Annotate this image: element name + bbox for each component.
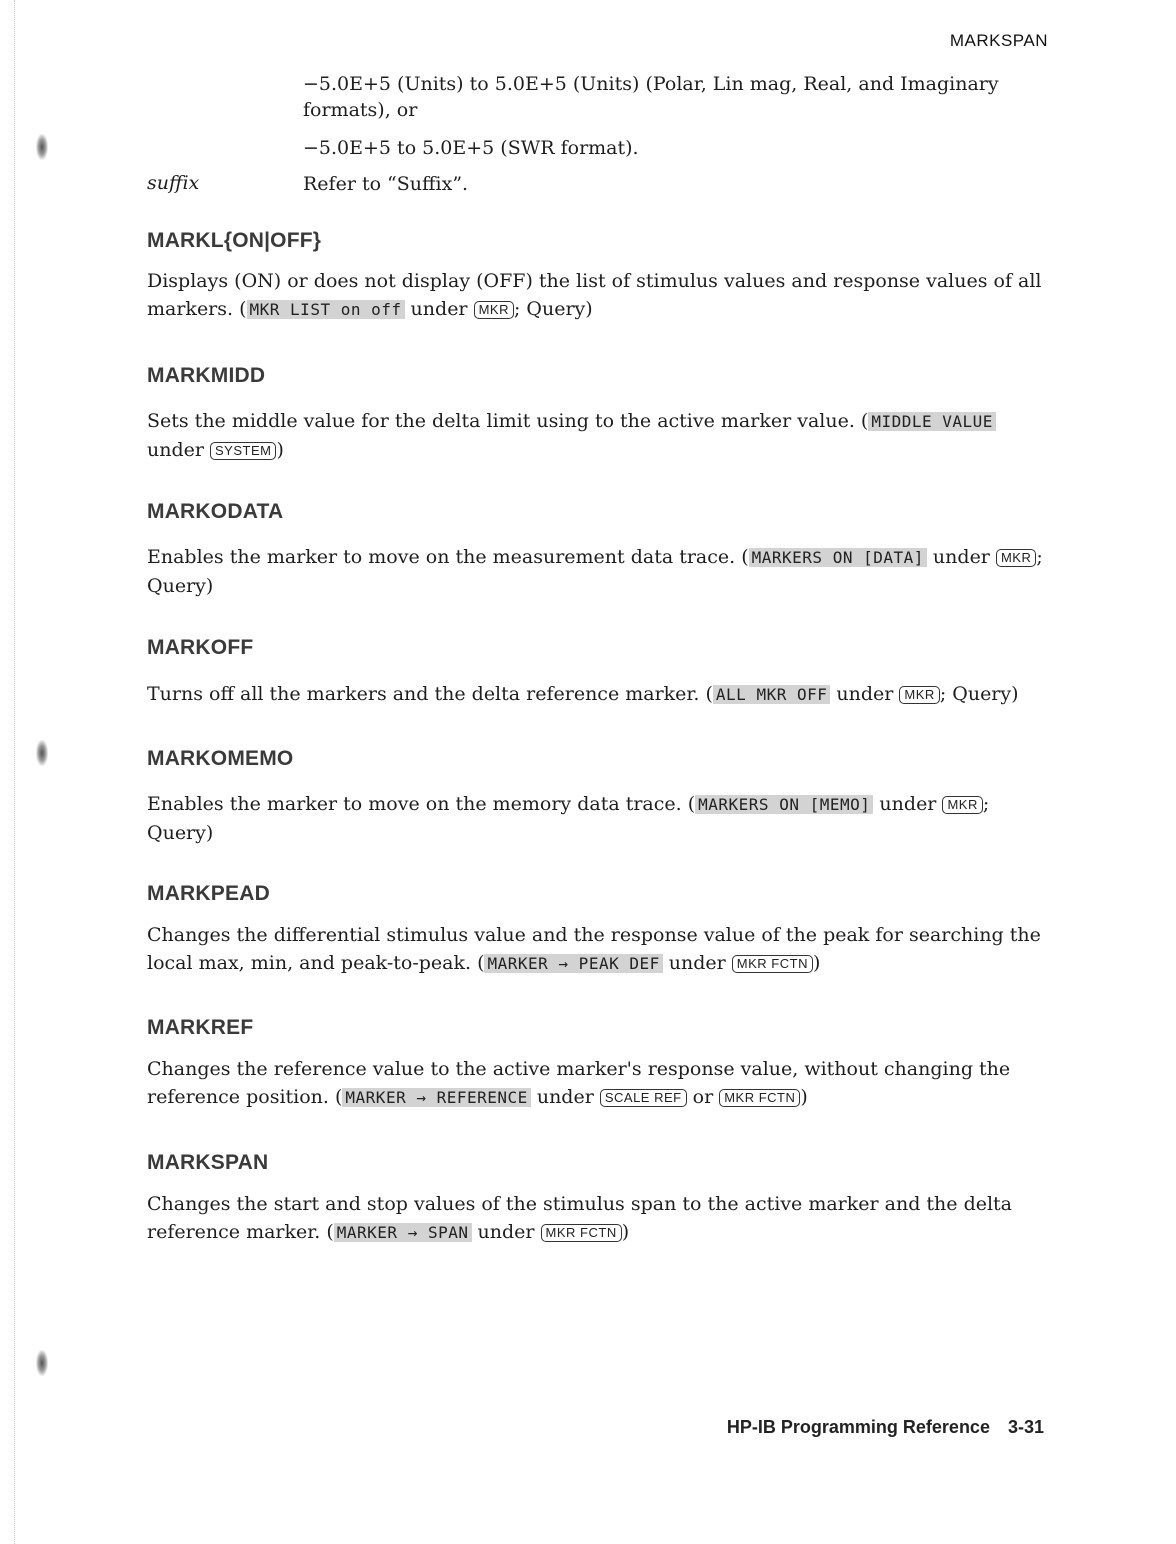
command-description: [147, 921, 1047, 978]
description-text: Enables the marker to move on the measurement data trace. (: [147, 546, 749, 568]
command-description: [147, 790, 1047, 847]
hardkey-label: MKR FCTN: [719, 1089, 800, 1107]
description-text: ): [800, 1086, 808, 1108]
command-heading: MARKMIDD: [147, 364, 266, 387]
command-heading: MARKODATA: [147, 500, 284, 523]
softkey-label: MKR LIST on off: [247, 300, 405, 319]
softkey-label: MARKERS ON [MEMO]: [695, 795, 873, 814]
description-text: Changes the start and stop values of the stimulus span to the active marker and the delta reference marker. (: [147, 1193, 1013, 1243]
softkey-label: MARKER → REFERENCE: [342, 1088, 530, 1107]
binder-hole: [36, 740, 48, 766]
command-heading: MARKPEAD: [147, 882, 270, 905]
command-heading: MARKL{ON|OFF}: [147, 229, 322, 252]
description-text: under: [662, 952, 732, 974]
description-text: Changes the differential stimulus value and the response value of the peak for searching the local max, min, and peak-to-peak. (: [147, 924, 1041, 974]
description-text: ): [812, 952, 821, 974]
binder-hole: [36, 1350, 48, 1376]
description-text: under: [147, 439, 211, 461]
hardkey-label: MKR: [996, 549, 1036, 567]
softkey-label: MARKER → SPAN: [334, 1223, 472, 1242]
hardkey-label: SYSTEM: [210, 442, 276, 460]
binder-hole: [36, 134, 48, 160]
command-description: [147, 1190, 1047, 1247]
description-text: ; Query): [513, 298, 593, 320]
description-text: ; Query): [939, 683, 1019, 705]
hardkey-label: MKR: [474, 301, 514, 319]
range-line-3: −5.0E+5 to 5.0E+5 (SWR format).: [303, 137, 639, 159]
command-heading: MARKREF: [147, 1016, 254, 1039]
description-text: under: [873, 793, 943, 815]
description-text: under: [830, 683, 900, 705]
description-text: Sets the middle value for the delta limit using to the active marker value. (: [147, 410, 869, 432]
description-text: or: [686, 1086, 720, 1108]
description-text: ; Query): [147, 793, 990, 844]
softkey-label: ALL MKR OFF: [713, 685, 830, 704]
description-text: Changes the reference value to the active marker's response value, without changing the reference position. (: [147, 1058, 1011, 1108]
command-description: [147, 1055, 1047, 1112]
range-line-1: −5.0E+5 (Units) to 5.0E+5 (Units) (Polar, Lin mag, Real, and Imaginary: [303, 73, 999, 95]
suffix-description: Refer to “Suffix”.: [303, 173, 469, 195]
description-text: under: [530, 1086, 600, 1108]
description-text: Displays (ON) or does not display (OFF) the list of stimulus values and response values of all markers. (: [147, 270, 1042, 320]
range-line-2: formats), or: [303, 99, 418, 121]
hardkey-label: MKR FCTN: [732, 955, 813, 973]
description-text: Enables the marker to move on the memory data trace. (: [147, 793, 696, 815]
command-description: [147, 407, 1047, 465]
hardkey-label: MKR: [942, 796, 982, 814]
command-heading: MARKOFF: [147, 636, 254, 659]
command-description: [147, 543, 1047, 600]
softkey-label: MARKER → PEAK DEF: [484, 954, 662, 973]
hardkey-label: MKR FCTN: [541, 1224, 622, 1242]
footer-title: HP-IB Programming Reference: [726, 1417, 990, 1437]
command-heading: MARKSPAN: [147, 1151, 269, 1174]
softkey-label: MIDDLE VALUE: [868, 412, 996, 431]
description-text: ): [621, 1221, 630, 1243]
description-text: under: [471, 1221, 541, 1243]
description-text: Turns off all the markers and the delta reference marker. (: [147, 683, 713, 705]
description-text: under: [404, 298, 474, 320]
running-head: MARKSPAN: [949, 31, 1048, 50]
description-text: under: [926, 546, 996, 568]
command-description: [147, 267, 1047, 324]
command-description: [147, 680, 1047, 709]
command-heading: MARKOMEMO: [147, 747, 294, 770]
binder-edge: [14, 0, 15, 1544]
hardkey-label: MKR: [899, 686, 939, 704]
description-text: ; Query): [147, 546, 1043, 597]
suffix-term: suffix: [147, 172, 200, 194]
hardkey-label: SCALE REF: [600, 1089, 687, 1107]
page-number: 3-31: [1007, 1417, 1044, 1437]
softkey-label: MARKERS ON [DATA]: [749, 548, 927, 567]
page-footer: [727, 1417, 1044, 1438]
description-text: ): [276, 439, 284, 461]
